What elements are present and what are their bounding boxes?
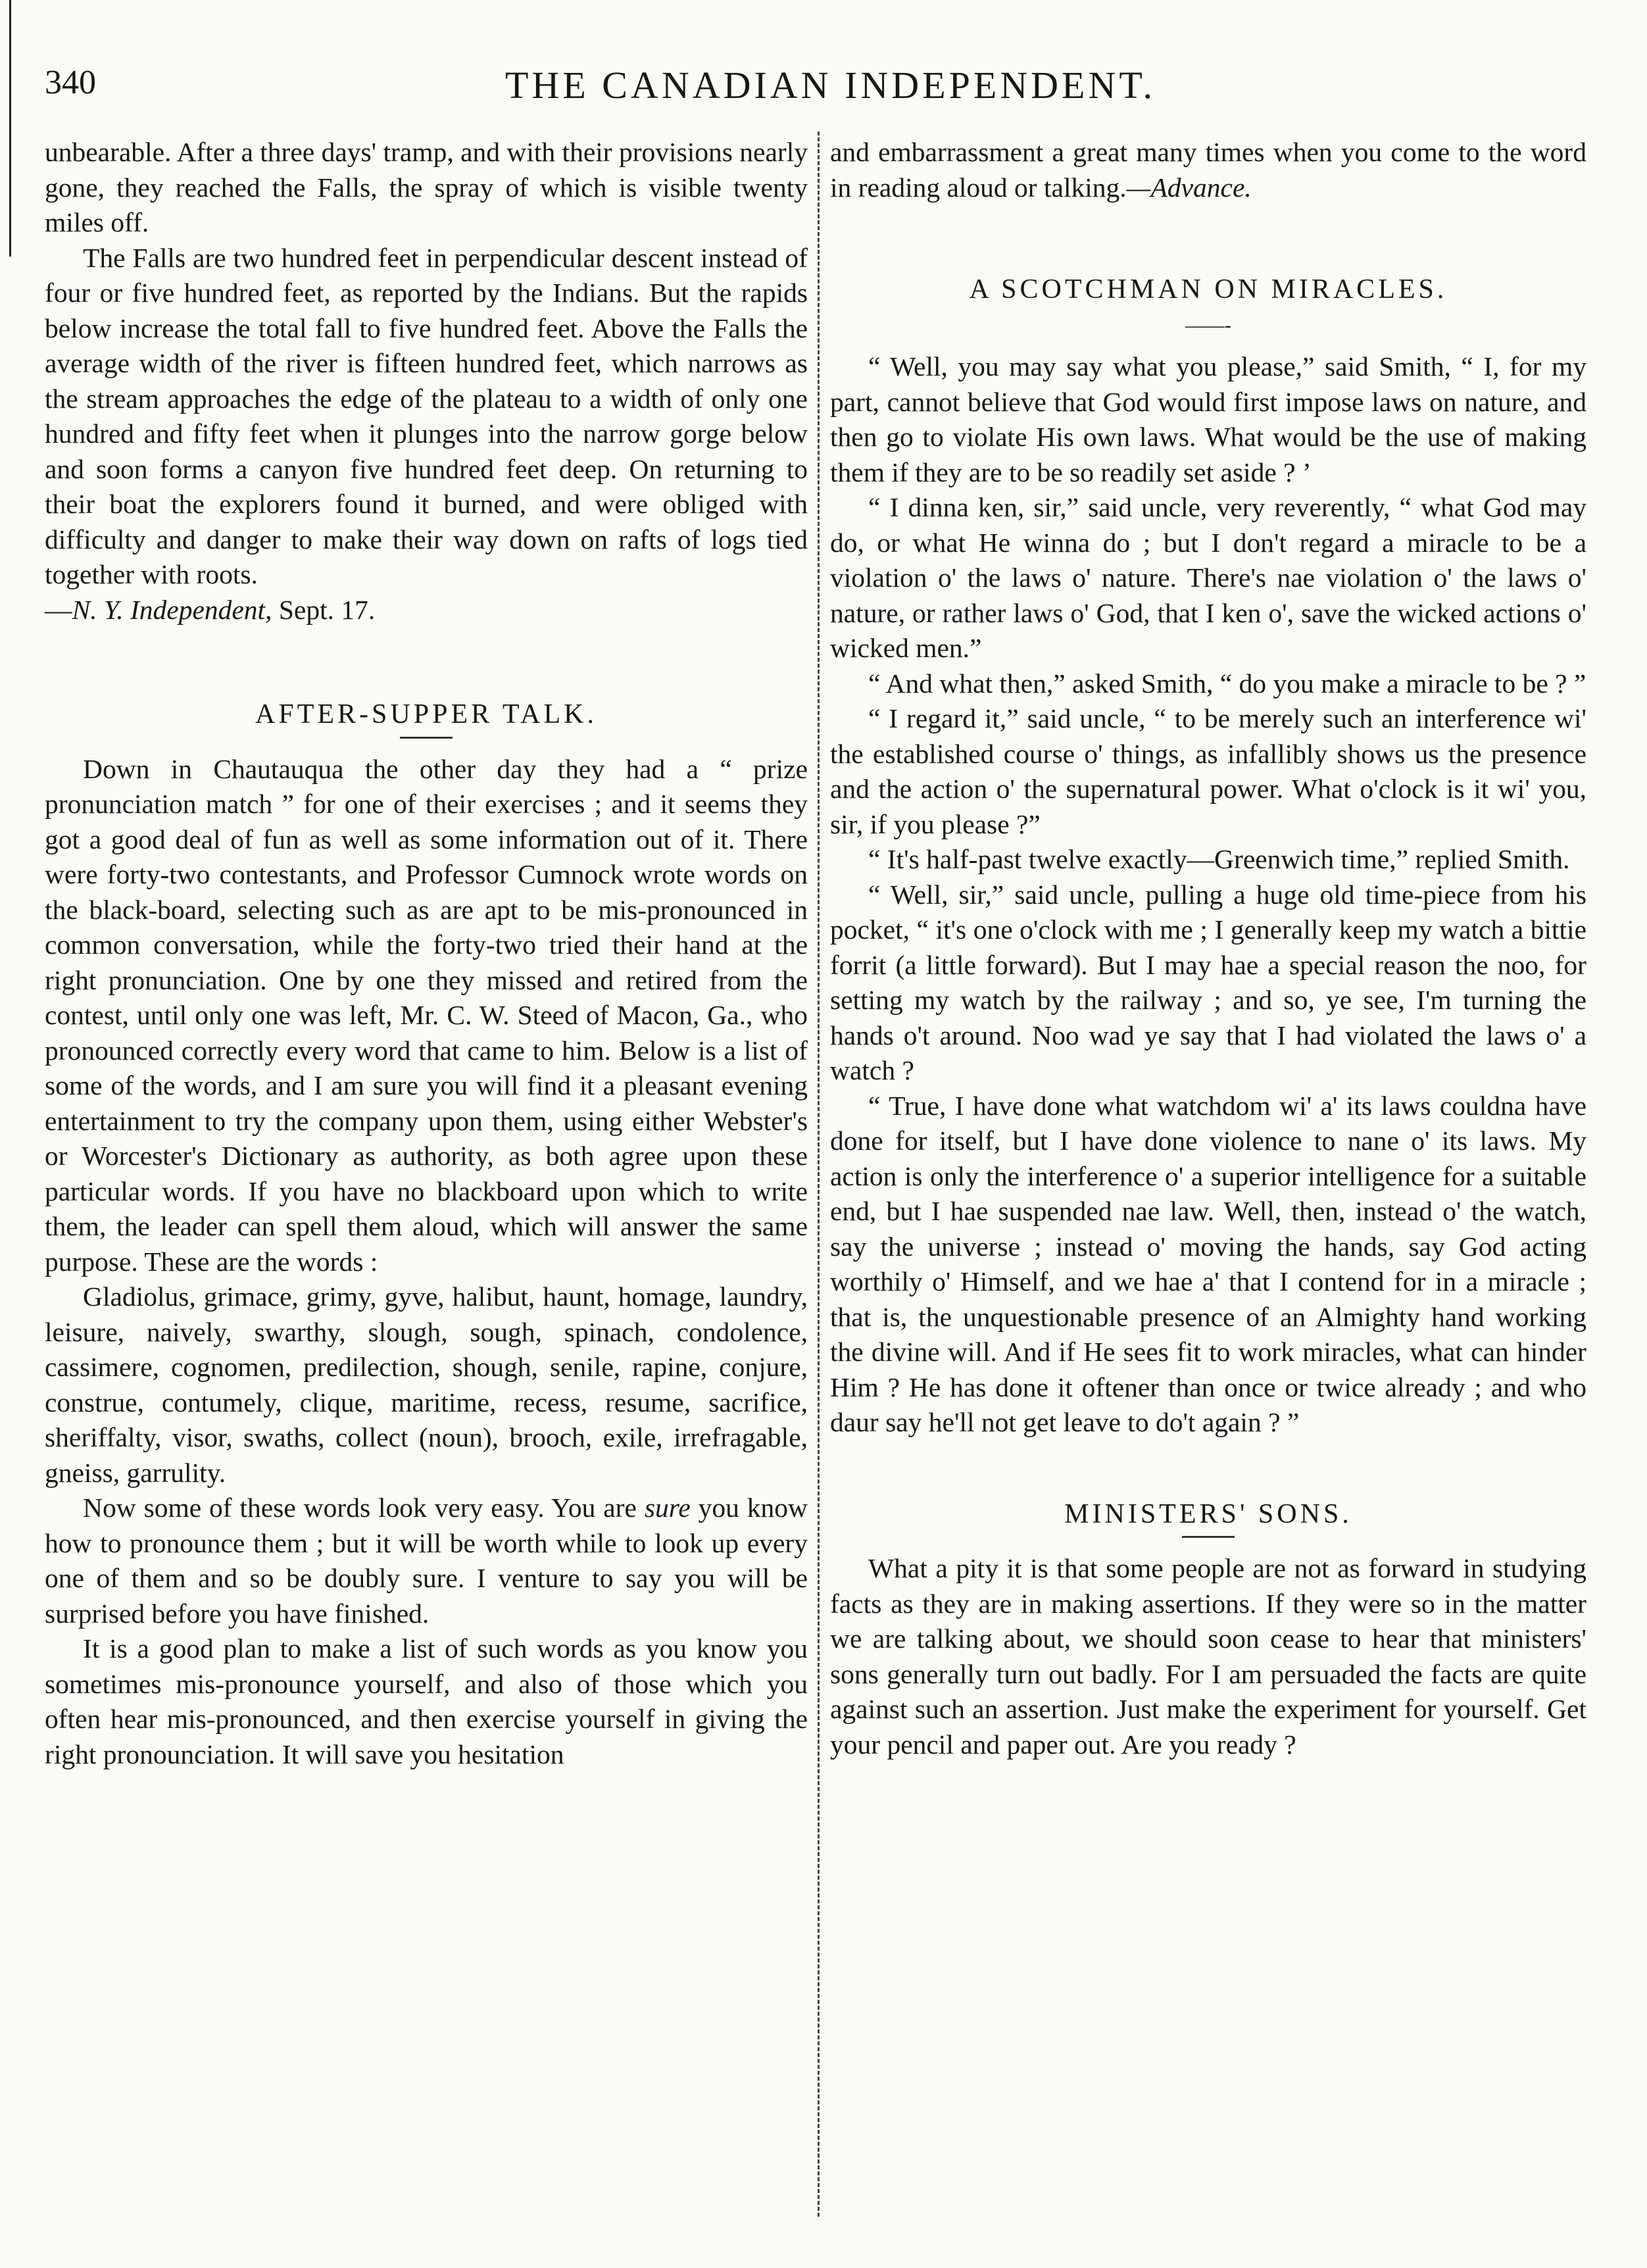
- attribution-dash: —: [45, 594, 72, 625]
- scotchman-paragraph-2: “ I dinna ken, sir,” said uncle, very reverently, “ what God may do, or what He winna do ; but I don't regard a miracle to be a violation o' the laws o' nature. There's nae violation o' the laws o' nature, or rather laws o' God, that I ken o', save the wicked actions o' wicked men.”: [830, 492, 1586, 663]
- scotchman-paragraph-3: “ And what then,” asked Smith, “ do you make a miracle to be ? ”: [868, 668, 1586, 699]
- ministers-paragraph-1: What a pity it is that some people are not as forward in studying facts as they are in making assertions. If they were so in the matter we are talking about, we should soon cease to hear that ministers' sons generally turn out badly. For I am persuaded the facts are quite against such an assertion. Just make the experiment for yourself. Get your pencil and paper out. Are you ready ?: [830, 1553, 1586, 1760]
- after-supper-paragraph-3: [45, 1491, 808, 1631]
- title-rule: [400, 737, 453, 739]
- scotchman-paragraph-5: “ It's half-past twelve exactly—Greenwich time,” replied Smith.: [868, 844, 1570, 874]
- section-title-ministers-sons: MINISTERS' SONS.: [1064, 1498, 1352, 1529]
- section-title-scotchman: A SCOTCHMAN ON MIRACLES.: [969, 274, 1448, 305]
- falls-continued: unbearable. After a three days' tramp, and with their provisions nearly gone, they reached the Falls, the spray of which is visible twenty miles off.: [45, 137, 808, 237]
- after-supper-paragraph-1: Down in Chautauqua the other day they had a “ prize pronunciation match ” for one of their exercises ; and it seems they got a good deal of fun as well as some information out of it. There were forty-two contestants, and Professor Cumnock wrote words on the black-board, selecting such as are apt to be mis-pronounced in common conversation, while the forty-two tried their hand at the right pronunciation. One by one they missed and retired from the contest, until only one was left, Mr. C. W. Steed of Macon, Ga., who pronounced correctly every word that came to him. Below is a list of some of the words, and I am sure you will find it a pleasant evening entertainment to try the company upon them, using either Webster's or Worcester's Dictionary as authority, as both agree upon these particular words. If you have no blackboard upon which to write them, the leader can spell them aloud, which will answer the same purpose. These are the words :: [45, 753, 808, 1277]
- scotchman-paragraph-7: “ True, I have done what watchdom wi' a' its laws couldna have done for itself, but I have done violence to nane o' its laws. My action is only the interference o' a superior intelligence for a suitable end, but I hae suspended nae law. Well, then, instead o' the watch, say the universe ; instead o' moving the hands, say God acting worthily o' Himself, and we hae a' that I contend for in a miracle ; that is, the unquestionable presence of an Almighty hand working the divine will. And if He sees fit to work miracles, what can hinder Him ? He has done it oftener than once or twice already ; and who daur say he'll not get leave to do't again ? ”: [830, 1090, 1586, 1437]
- column-divider: [818, 132, 820, 2217]
- attribution-date: Sept. 17.: [272, 594, 376, 625]
- right-column: [830, 135, 1586, 1762]
- p3-before: Now some of these words look very easy. You are: [83, 1492, 645, 1523]
- falls-paragraph: The Falls are two hundred feet in perpendicular descent instead of four or five hundred feet, as reported by the Indians. But the rapids below increase the total fall to five hundred feet. Above the Falls the average width of the river is fifteen hundred feet, which narrows as the stream approaches the edge of the plateau to a width of only one hundred and fifty feet when it plunges into the narrow gorge below and soon forms a canyon five hundred feet deep. On returning to their boat the explorers found it burned, and were obliged with difficulty and danger to make their way down on rafts of logs tied together with roots.: [45, 242, 808, 589]
- falls-attribution: [45, 593, 808, 628]
- section-title-after-supper: AFTER-SUPPER TALK.: [255, 699, 597, 729]
- after-supper-paragraph-4: It is a good plan to make a list of such words as you know you sometimes mis-pronounce yourself, and also of those which you often hear mis-pronounced, and then exercise yourself in giving the right pronounciation. It will save you hesitation: [45, 1633, 808, 1769]
- attribution-source: N. Y. Independent,: [72, 594, 272, 625]
- advance-continued-text: and embarrassment a great many times when you come to the word in reading aloud or talking.: [830, 137, 1586, 203]
- advance-source: —Advance.: [1126, 172, 1252, 203]
- scotchman-paragraph-4: “ I regard it,” said uncle, “ to be merely such an interference wi' the established course o' things, as infallibly shows us the presence and the action o' the supernatural power. What o'clock is it wi' you, sir, if you please ?”: [830, 703, 1586, 839]
- p3-emphasis: sure: [644, 1492, 691, 1523]
- scotchman-paragraph-6: “ Well, sir,” said uncle, pulling a huge old time-piece from his pocket, “ it's one o'clock with me ; I generally keep my watch a bittie forrit (a little forward). But I may hae a special reason the noo, for setting my watch by the railway ; and so, ye see, I'm turning the hands o't around. Noo wad ye say that I had violated the laws o' a watch ?: [830, 879, 1586, 1085]
- journal-title: THE CANADIAN INDEPENDENT.: [505, 64, 1156, 107]
- left-column: [45, 135, 808, 1772]
- word-list: Gladiolus, grimace, grimy, gyve, halibut, haunt, homage, laundry, leisure, naively, swarthy, slough, sough, spinach, condolence, cassimere, cognomen, predilection, shough, senile, rapine, conjure, construe, contumely, clique, maritime, recess, resume, sacrifice, sheriffalty, visor, swaths, collect (noun), brooch, exile, irrefragable, gneiss, garrulity.: [45, 1281, 808, 1488]
- advance-continued: [830, 135, 1586, 205]
- page-edge-rule: [9, 0, 11, 257]
- page-number: 340: [45, 64, 96, 101]
- title-rule: [1182, 1536, 1235, 1538]
- title-dash: ——-: [1185, 314, 1231, 336]
- page-header: [45, 63, 1577, 116]
- p3-after: you know how to pronounce them ; but it will be worth while to look up every one of them and so be doubly sure. I venture to say you will be surprised before you have finished.: [45, 1492, 808, 1629]
- scotchman-paragraph-1: “ Well, you may say what you please,” said Smith, “ I, for my part, cannot believe that God would first impose laws on nature, and then go to violate His own laws. What would be the use of making them if they are to be so readily set aside ? ’: [830, 351, 1586, 487]
